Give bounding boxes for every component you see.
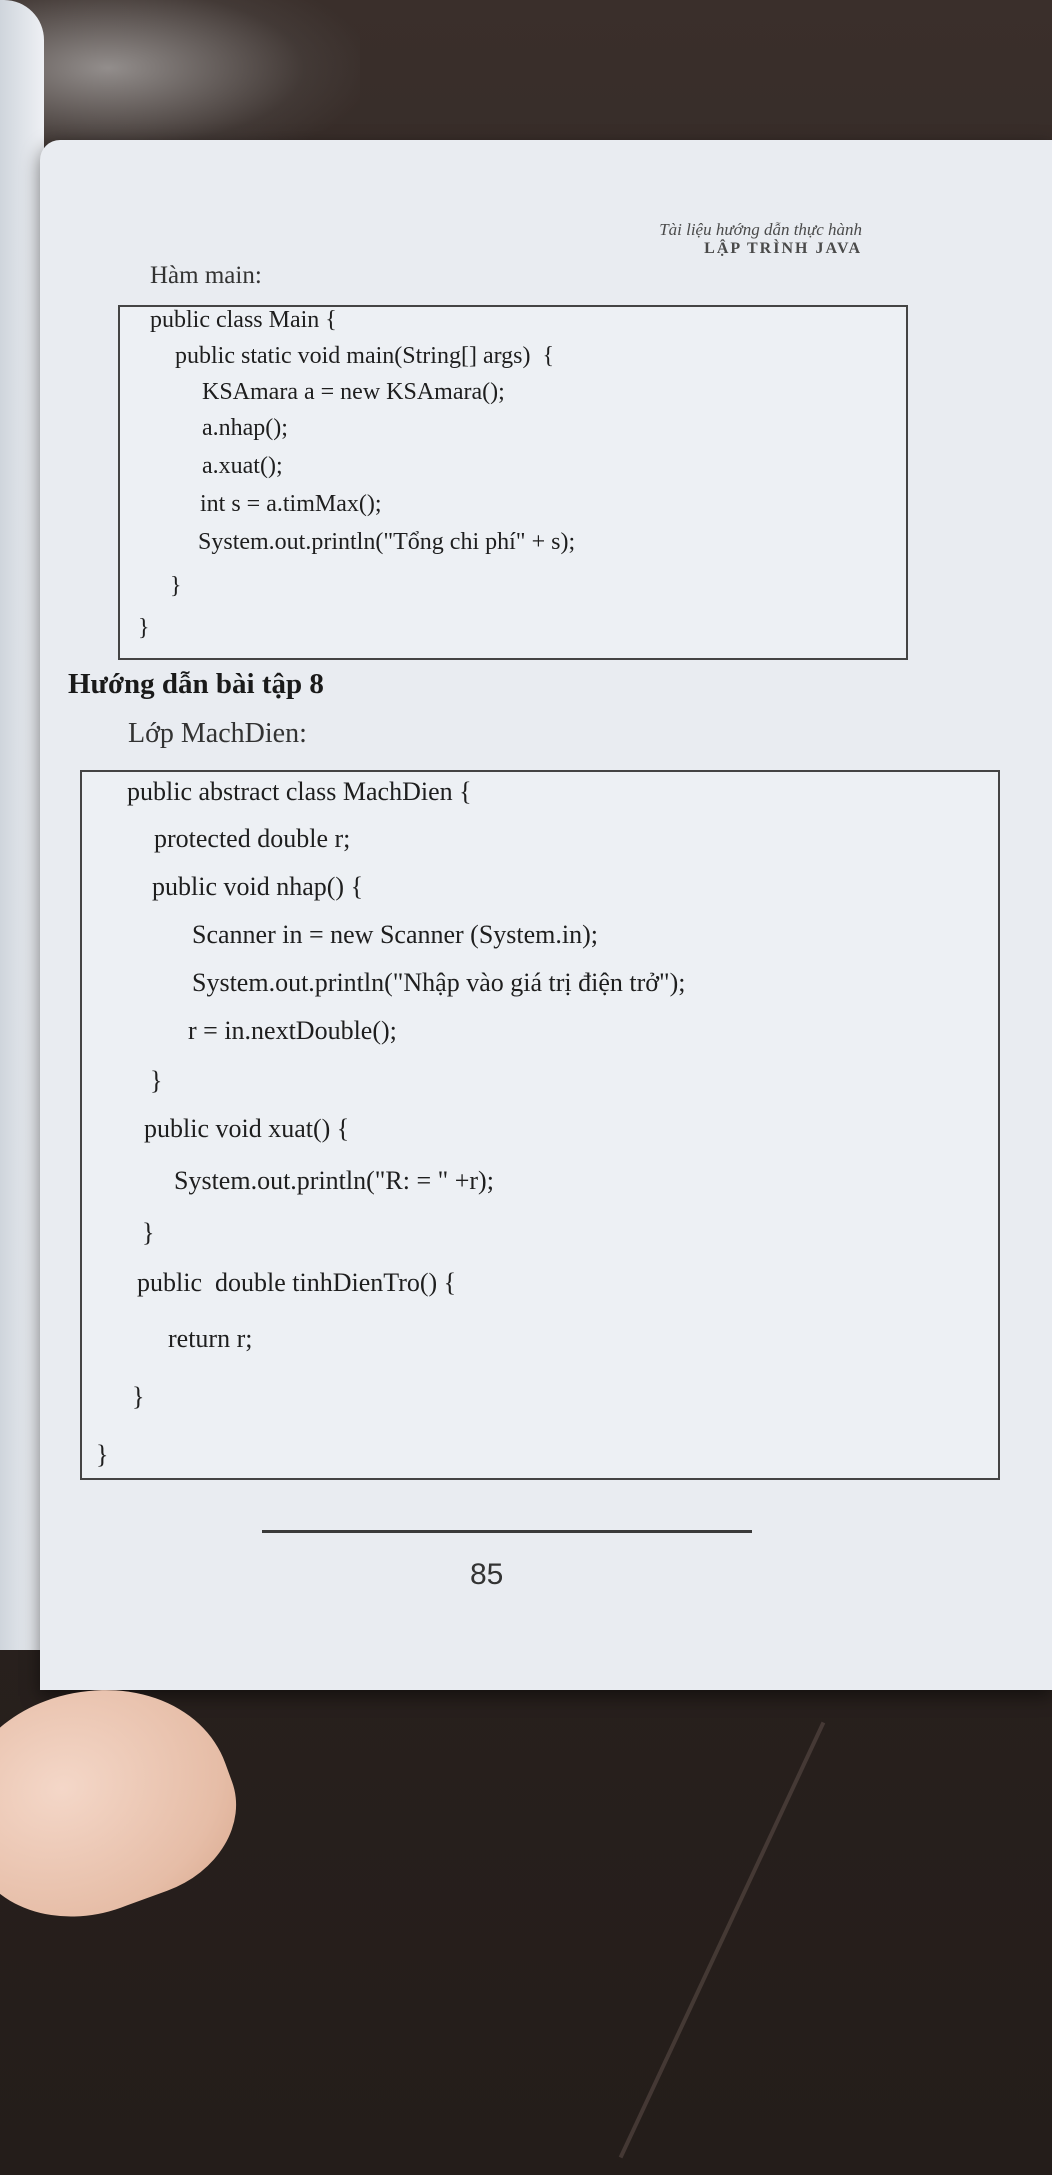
code-line: int s = a.timMax(); (200, 491, 382, 517)
code-line: a.xuat(); (202, 453, 283, 479)
code-line: KSAmara a = new KSAmara(); (202, 379, 505, 405)
page-header (659, 220, 862, 258)
code-line: } (170, 573, 182, 599)
code-line: Scanner in = new Scanner (System.in); (192, 920, 599, 949)
code-line: public abstract class MachDien { (127, 777, 472, 806)
main-label: Hàm main: (150, 262, 262, 289)
page-number: 85 (470, 1558, 504, 1591)
code-line: a.nhap(); (202, 415, 288, 441)
left-page-edge (0, 0, 44, 1650)
class-label: Lớp MachDien: (128, 718, 307, 749)
code-line: return r; (168, 1324, 253, 1353)
code-line: r = in.nextDouble(); (188, 1016, 397, 1045)
main-code-box (118, 305, 908, 660)
code-line: public void xuat() { (144, 1114, 350, 1143)
code-line: public static void main(String[] args) { (175, 343, 555, 369)
code-line: public class Main { (150, 307, 337, 333)
footer-rule (262, 1530, 752, 1533)
code-line: public double tinhDienTro() { (137, 1268, 457, 1297)
code-line: } (132, 1382, 145, 1411)
header-subtitle: Tài liệu hướng dẫn thực hành (659, 220, 862, 239)
code-line: } (96, 1440, 109, 1469)
code-line: System.out.println("Tổng chi phí" + s); (198, 529, 576, 555)
code-line: System.out.println("Nhập vào giá trị điện trở"); (192, 968, 686, 997)
code-line: public void nhap() { (152, 872, 364, 901)
header-title: LẬP TRÌNH JAVA (704, 240, 862, 257)
code-line: protected double r; (154, 824, 351, 853)
code-line: } (142, 1218, 155, 1247)
exercise-title: Hướng dẫn bài tập 8 (68, 668, 324, 700)
machdien-code-box (80, 770, 1000, 1480)
code-line: } (138, 615, 150, 641)
code-line: System.out.println("R: = " +r); (174, 1166, 494, 1195)
code-line: } (150, 1066, 163, 1095)
